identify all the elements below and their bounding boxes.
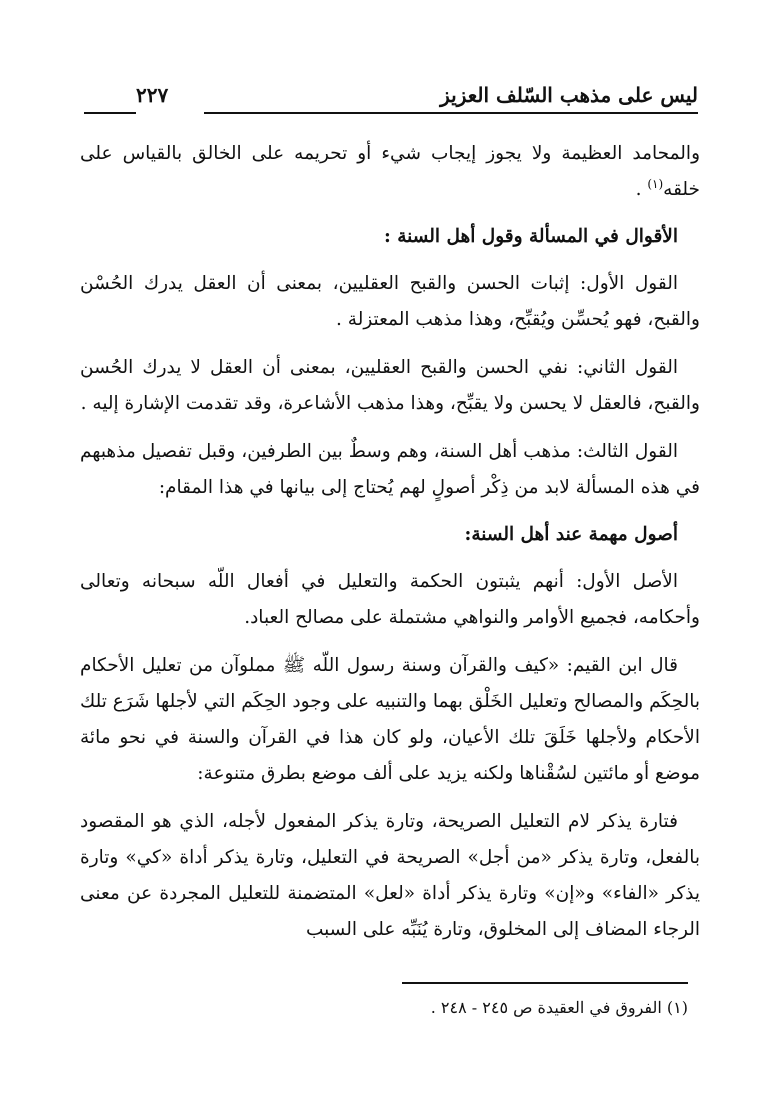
header-rule xyxy=(204,112,698,114)
running-title: ليس على مذهب السّلف العزيز xyxy=(440,83,698,107)
paragraph-ibn-qayyim-quote: قال ابن القيم: «كيف والقرآن وسنة رسول اللّه ﷺ مملوآن من تعليل الأحكام بالحِكَم والمصالح وتعليل الخَلْق بهما والتنبيه على وجود الحِكَم التي لأجلها شَرَع تلك الأحكام ولأجلها خَلَقَ تلك الأعيان، ولو كان هذا في القرآن والسنة في نحو مائة موضع أو مائتين لسُقْناها ولكنه يزيد على ألف موضع بطرق متنوعة: xyxy=(80,655,700,784)
paragraph-first-principle: الأصل الأول: أنهم يثبتون الحكمة والتعليل في أفعال اللّه سبحانه وتعالى وأحكامه، فجميع الأوامر والنواهي مشتملة على مصالح العباد. xyxy=(80,571,700,628)
page-header xyxy=(84,82,698,112)
page-number: ٢٢٧ xyxy=(136,83,169,107)
intro-text-end: . xyxy=(635,179,648,200)
paragraph-second-opinion: القول الثاني: نفي الحسن والقبح العقليين، بمعنى أن العقل لا يدرك الحُسن والقبح، فالعقل لا يحسن ولا يقبِّح، وهذا مذهب الأشاعرة، وقد تقدمت الإشارة إليه . xyxy=(80,357,700,414)
paragraph-methods: فتارة يذكر لام التعليل الصريحة، وتارة يذكر المفعول لأجله، الذي هو المقصود بالفعل، وتارة يذكر «من أجل» الصريحة في التعليل، وتارة يذكر أداة «كي» وتارة يذكر «الفاء» و«إن» وتارة يذكر أداة «لعل» المتضمنة للتعليل المجردة عن معنى الرجاء المضاف إلى المخلوق، وتارة يُنَبِّه على السبب xyxy=(80,811,700,940)
intro-paragraph xyxy=(80,136,700,208)
footnote-marker[interactable]: (١) xyxy=(647,176,664,191)
page-body xyxy=(80,136,700,960)
page-number-rule xyxy=(84,112,136,114)
paragraph-third-opinion: القول الثالث: مذهب أهل السنة، وهم وسطٌ بين الطرفين، وقبل تفصيل مذهبهم في هذه المسألة لابد من ذِكْر أصولٍ لهم يُحتاج إلى بيانها في هذا المقام: xyxy=(80,441,700,498)
footnote-rule xyxy=(402,982,688,984)
section-heading-principles: أصول مهمة عند أهل السنة: xyxy=(464,524,678,545)
section-heading-opinions: الأقوال في المسألة وقول أهل السنة : xyxy=(383,226,678,247)
footnote: (١) الفروق في العقيدة ص ٢٤٥ - ٢٤٨ . xyxy=(430,998,688,1017)
intro-text: والمحامد العظيمة ولا يجوز إيجاب شيء أو تحريمه على الخالق بالقياس على خلقه xyxy=(80,143,700,200)
paragraph-first-opinion: القول الأول: إثبات الحسن والقبح العقليين، بمعنى أن العقل يدرك الحُسْن والقبح، فهو يُحسِّن ويُقبِّح، وهذا مذهب المعتزلة . xyxy=(80,273,700,330)
